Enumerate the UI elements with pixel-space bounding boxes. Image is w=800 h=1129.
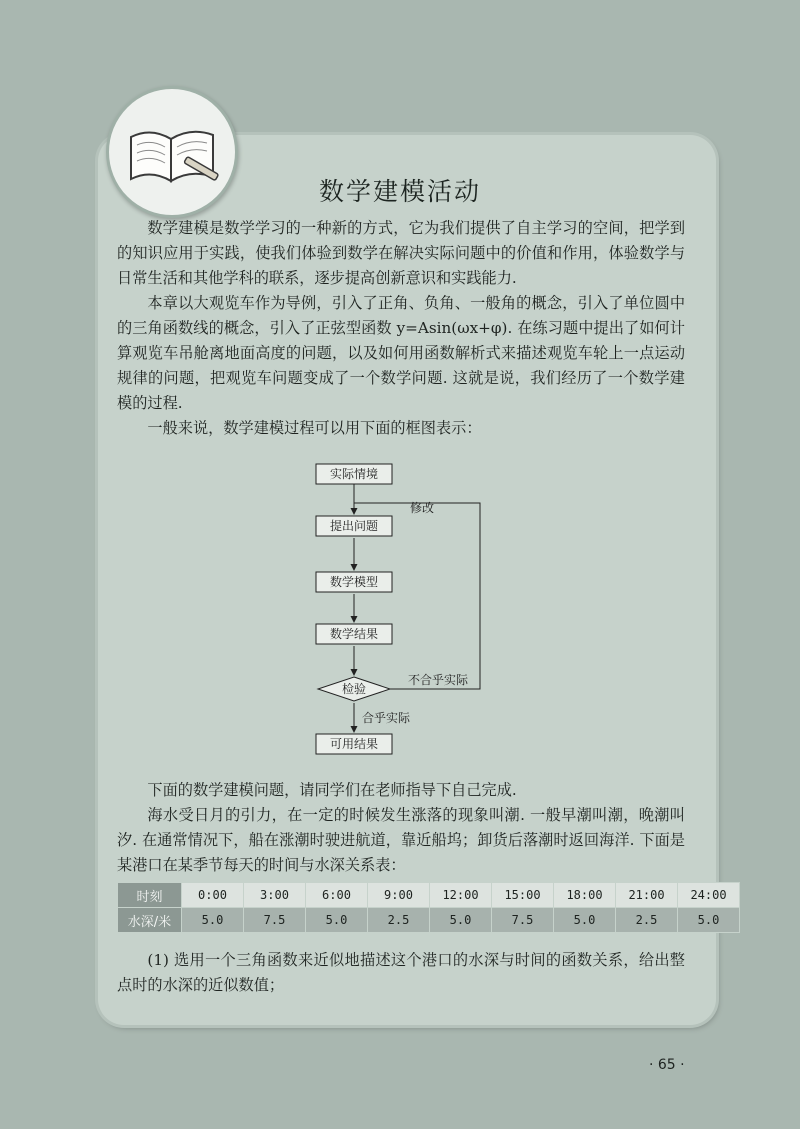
flow-step-question-label: 提出问题 (329, 519, 379, 533)
flow-not-fit-label: 不合乎实际 (408, 673, 469, 687)
page-title: 数学建模活动 (318, 177, 481, 206)
paragraph: (1) 选用一个三角函数来近似地描述这个港口的水深与时间的函数关系，给出整点时的水深的近似数值； (117, 951, 685, 994)
table-cell: 5.0 (554, 908, 615, 932)
table-cell: 12:00 (430, 883, 491, 907)
table-cell: 0:00 (182, 883, 243, 907)
paragraph: 下面的数学建模问题，请同学们在老师指导下自己完成. (147, 781, 517, 799)
table-cell: 2.5 (368, 908, 429, 932)
table-row-time (118, 883, 739, 907)
table-cell: 21:00 (616, 883, 677, 907)
table-cell: 6:00 (306, 883, 367, 907)
flow-step-situation-label: 实际情境 (329, 467, 379, 481)
flow-step-result-label: 数学结果 (329, 627, 379, 641)
table-cell: 7.5 (244, 908, 305, 932)
flow-check-label: 检验 (341, 682, 367, 696)
paragraph: 海水受日月的引力，在一定的时候发生涨落的现象叫潮. 一般早潮叫潮，晚潮叫汐. 在通常情况下，船在涨潮时驶进航道，靠近船坞；卸货后落潮时返回海洋. 下面是某港口在某季节每天的时间与水深关系表： (117, 806, 685, 874)
question-text (117, 948, 685, 998)
page-number: · 65 · (649, 1057, 685, 1073)
table-row-depth (118, 908, 739, 932)
table-cell: 9:00 (368, 883, 429, 907)
flow-fit-label: 合乎实际 (362, 711, 411, 725)
tide-table (117, 882, 740, 933)
flow-step-final-label: 可用结果 (329, 737, 379, 751)
flow-revise-label: 修改 (410, 501, 435, 515)
table-cell: 3:00 (244, 883, 305, 907)
table-cell: 7.5 (492, 908, 553, 932)
paragraph: 数学建模是数学学习的一种新的方式，它为我们提供了自主学习的空间，把学到的知识应用于实践，使我们体验到数学在解决实际问题中的价值和作用，体验数学与日常生活和其他学科的联系，逐步提高创新意识和实践能力. (117, 219, 685, 287)
paragraph: 本章以大观览车作为导例，引入了正角、负角、一般角的概念，引入了单位圆中的三角函数线的概念，引入了正弦型函数 y=Asin(ωx+φ). 在练习题中提出了如何计算观览车吊舱离地面高度的问题，以及如何用函数解析式来描述观览车轮上一点运动规律的问题，把观览车问题变成了一个数学问题. 这就是说，我们经历了一个数学建模的过程. (117, 294, 685, 412)
intro-text (117, 216, 685, 441)
flow-step-model-label: 数学模型 (329, 575, 379, 589)
table-cell: 5.0 (306, 908, 367, 932)
table-cell: 18:00 (554, 883, 615, 907)
table-cell: 5.0 (430, 908, 491, 932)
table-header-time: 时刻 (118, 883, 181, 907)
table-cell: 5.0 (678, 908, 739, 932)
table-header-depth: 水深/米 (118, 908, 181, 932)
modeling-flowchart (300, 460, 500, 770)
table-cell: 24:00 (678, 883, 739, 907)
table-cell: 15:00 (492, 883, 553, 907)
table-cell: 5.0 (182, 908, 243, 932)
problem-text (117, 778, 685, 878)
table-cell: 2.5 (616, 908, 677, 932)
paragraph: 一般来说，数学建模过程可以用下面的框图表示： (147, 419, 482, 437)
